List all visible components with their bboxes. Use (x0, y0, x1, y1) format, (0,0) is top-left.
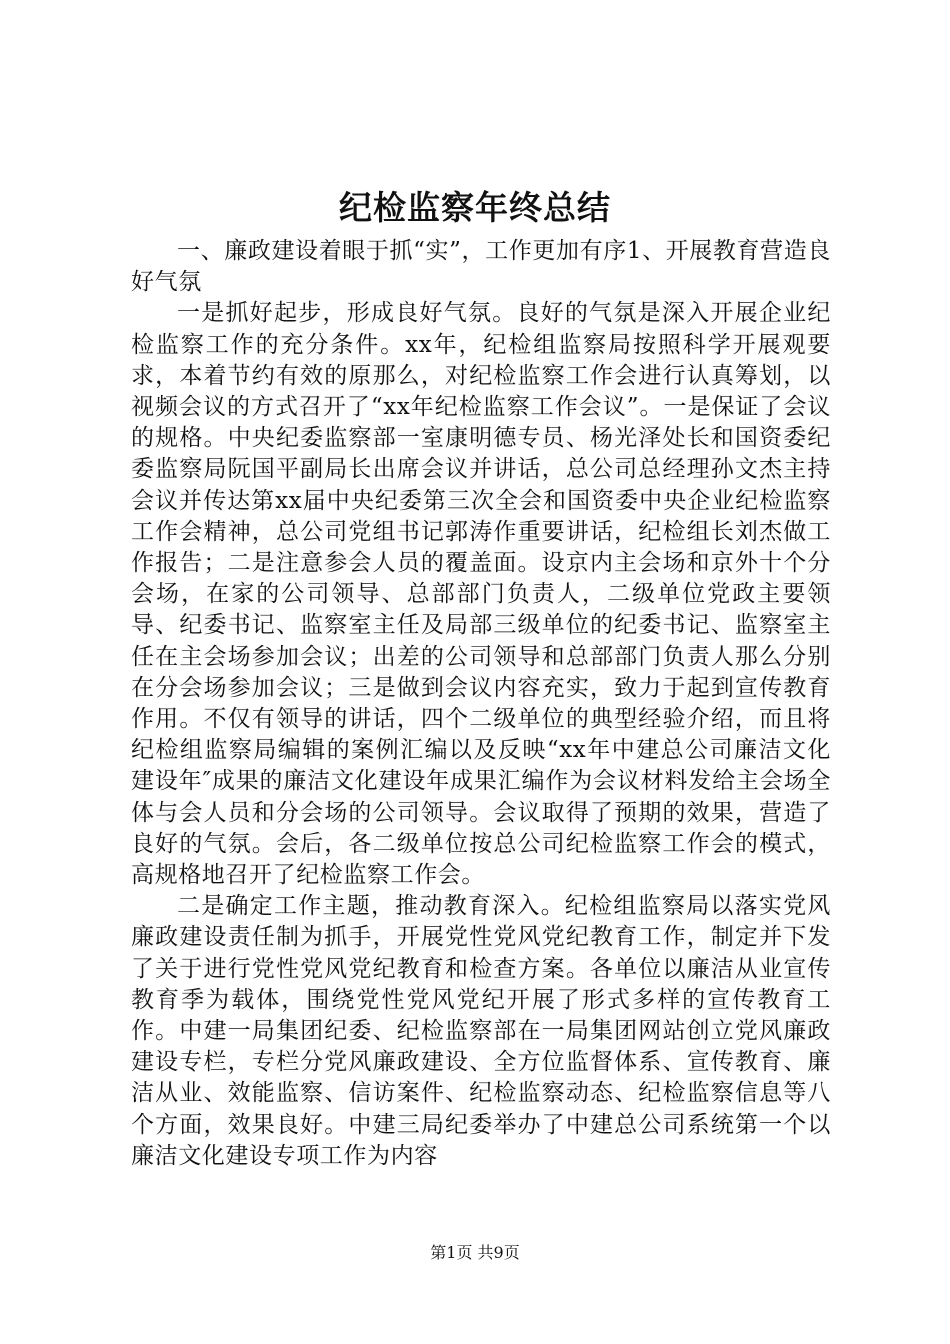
page-number: 第1页 共9页 (430, 1243, 520, 1262)
paragraph-heading: 一、廉政建设着眼于抓“实”，工作更加有序1、开展教育营造良好气氛 (131, 238, 831, 296)
document-body (131, 236, 831, 1172)
paragraph: 一是抓好起步，形成良好气氛。良好的气氛是深入开展企业纪检监察工作的充分条件。xx年，纪检组监察局按照科学开展观要求，本着节约有效的原那么，对纪检监察工作会进行认真筹划，以视频会议的方式召开了“xx年纪检监察工作会议”。一是保证了会议的规格。中央纪委监察部一室康明德专员、杨光泽处长和国资委纪委监察局阮国平副局长出席会议并讲话，总公司总经理孙文杰主持会议并传达第xx届中央纪委第三次全会和国资委中央企业纪检监察工作会精神，总公司党组书记郭涛作重要讲话，纪检组长刘杰做工作报告；二是注意参会人员的覆盖面。设京内主会场和京外十个分会场，在家的公司领导、总部部门负责人，二级单位党政主要领导、纪委书记、监察室主任及局部三级单位的纪委书记、监察室主任在主会场参加会议；出差的公司领导和总部部门负责人那么分别在分会场参加会议；三是做到会议内容充实，致力于起到宣传教育作用。不仅有领导的讲话，四个二级单位的典型经验介绍，而且将纪检组监察局编辑的案例汇编以及反映“xx年中建总公司廉洁文化建设年″成果的廉洁文化建设年成果汇编作为会议材料发给主会场全体与会人员和分会场的公司领导。会议取得了预期的效果，营造了良好的气氛。会后，各二级单位按总公司纪检监察工作会的模式，高规格地召开了纪检监察工作会。 (131, 300, 831, 889)
paragraph: 二是确定工作主题，推动教育深入。纪检组监察局以落实党风廉政建设责任制为抓手，开展党性党风党纪教育工作，制定并下发了关于进行党性党风党纪教育和检查方案。各单位以廉洁从业宣传教育季为载体，围绕党性党风党纪开展了形式多样的宣传教育工作。中建一局集团纪委、纪检监察部在一局集团网站创立党风廉政建设专栏，专栏分党风廉政建设、全方位监督体系、宣传教育、廉洁从业、效能监察、信访案件、纪检监察动态、纪检监察信息等八个方面，效果良好。中建三局纪委举办了中建总公司系统第一个以廉洁文化建设专项工作为内容 (131, 893, 831, 1169)
document-title: 纪检监察年终总结 (339, 188, 611, 227)
